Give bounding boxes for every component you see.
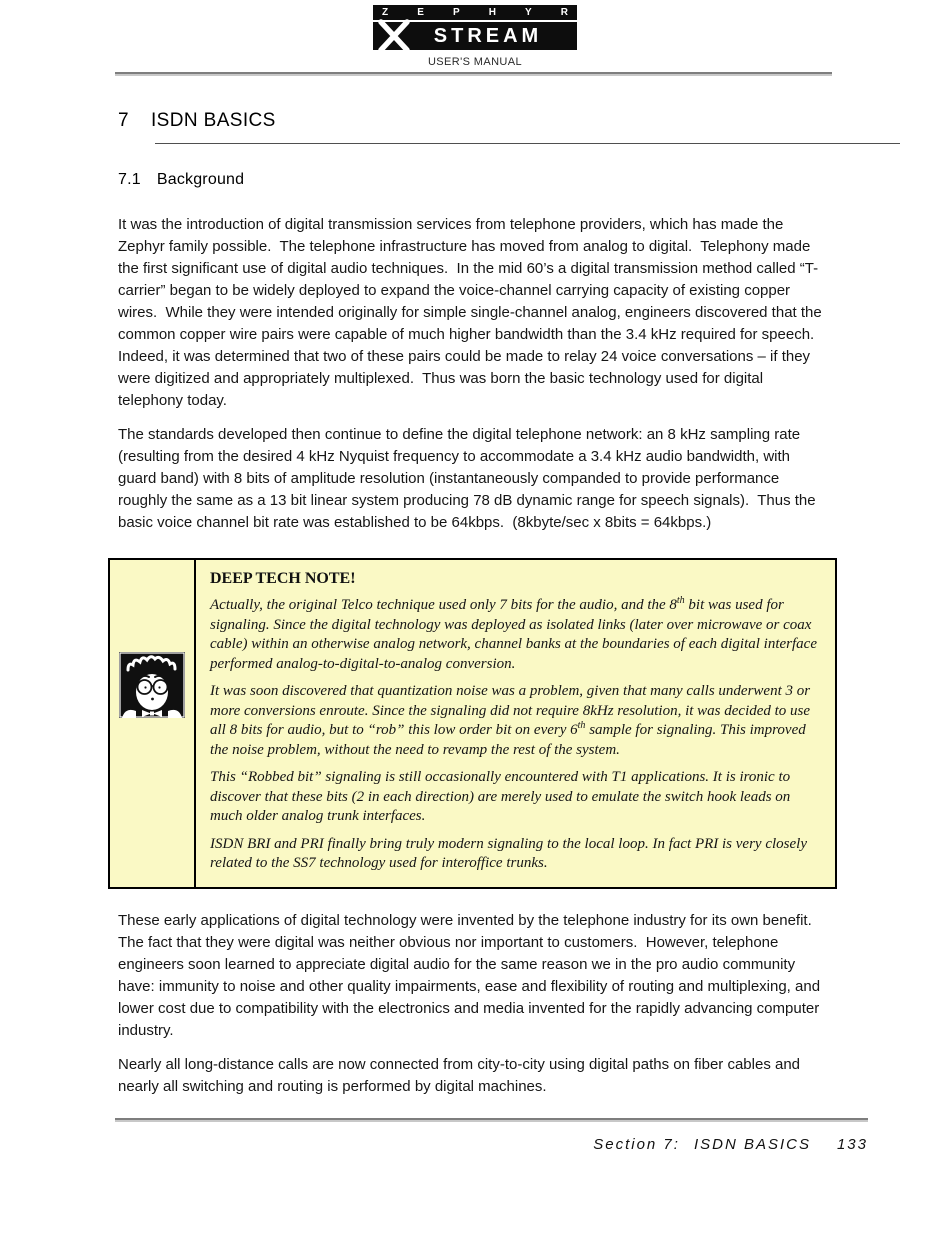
footer-section-title: ISDN BASICS: [693, 1136, 811, 1153]
paragraph: It was the introduction of digital transmission services from telephone providers, which has made the Zephyr family possible. The telephone infrastructure has moved from analog to digital. Telephony made the first significant use of digital audio techniques. In the mid 60’s a digital transmission method called “T-carrier” began to be widely deployed to expand the voice-channel carrying capacity of existing copper wires. While they were intended originally for simple single-channel analog, engineers discovered that the common copper wire pairs were capable of much higher bandwidth than the 3.4 kHz required for speech. Indeed, it was determined that two of these pairs could be made to relay 24 voice conversations – if they were digitized and appropriately multiplexed. Thus was born the basic technology used for digital telephony today.: [118, 216, 826, 409]
logo-letter: H: [488, 6, 496, 18]
subsection-heading: [118, 171, 830, 189]
subsection-title: Background: [156, 171, 245, 188]
note-text-segment: Actually, the original Telco technique used only 7 bits for the audio, and the 8: [210, 597, 677, 613]
deep-tech-note-box: [108, 558, 837, 889]
note-text-column: [196, 560, 835, 887]
section-title: ISDN BASICS: [150, 110, 276, 131]
page-number: 133: [836, 1136, 868, 1153]
users-manual-label: USER'S MANUAL: [427, 56, 523, 68]
logo-letter: Z: [382, 6, 389, 18]
note-paragraph: [210, 596, 819, 674]
note-title: DEEP TECH NOTE!: [210, 570, 356, 587]
nerd-face-icon: [119, 652, 185, 718]
logo-letter: R: [560, 6, 568, 18]
page-footer: [115, 1136, 868, 1153]
note-text-segment: sample for signaling. This improved the noise problem, without the need to revamp the rest of the system.: [210, 722, 810, 758]
paragraph: Nearly all long-distance calls are now connected from city-to-city using digital paths on fiber cables and nearly all switching and routing is performed by digital machines.: [118, 1056, 805, 1095]
footer-section-label: Section 7:: [593, 1136, 680, 1153]
note-paragraph: This “Robbed bit” signaling is still occasionally encountered with T1 applications. It is ironic to discover that these bits (2 in each direction) are merely used to emulate the switch hook leads on much older analog trunk interfaces.: [210, 769, 795, 824]
note-text-segment: bit was used for signaling. Since the digital technology was deployed as isolated links (later over microwave or coax cable) within an otherwise analog network, channel banks at the boundaries of each digital interface performed analog-to-digital-to-analog conversion.: [210, 597, 821, 672]
paragraph: These early applications of digital technology were invented by the telephone industry for its own benefit. The fact that they were digital was neither obvious nor important to customers. However, telephone engineers soon learned to appreciate digital audio for the same reason we in the pro audio community have: immunity to noise and other quality impairments, ease and flexibility of routing and multiplexing, and lower cost due to compatibility with the electronics and media invented for the rapidly advancing computer industry.: [118, 912, 825, 1039]
stream-label: STREAM: [433, 25, 543, 47]
note-icon-column: [110, 560, 196, 887]
note-paragraph: [210, 682, 819, 760]
note-paragraph: ISDN BRI and PRI finally bring truly modern signaling to the local loop. In fact PRI is very closely related to the SS7 technology used for interoffice trunks.: [210, 835, 811, 871]
zephyr-xstream-logo: [373, 5, 577, 68]
logo-letter: P: [452, 6, 460, 18]
note-text-segment: It was soon discovered that quantization noise was a problem, given that many calls underwent 3 or more conversions enroute. Since the signaling did not require 8kHz resolution, it was decided to use all 8 bits for audio, but to “rob” this low order bit on every 6: [210, 683, 814, 738]
footer-rule: [115, 1118, 868, 1122]
header-rule: [115, 72, 832, 76]
superscript: th: [577, 720, 586, 731]
superscript: th: [676, 595, 685, 606]
section-number: 7: [118, 110, 129, 131]
logo-letter: Y: [525, 6, 532, 18]
xstream-wordmark: [373, 22, 577, 50]
heading-rule: [155, 143, 900, 144]
paragraph: The standards developed then continue to define the digital telephone network: an 8 kHz sampling rate (resulting from the desired 4 kHz Nyquist frequency to accommodate a 3.4 kHz audio bandwidth, with guard band) with 8 bits of amplitude resolution (instantaneously companded to provide performance roughly the same as a 13 bit linear system producing 78 dB dynamic range for speech signals). Thus the basic voice channel bit rate was established to be 64kbps. (8kbyte/sec x 8bits = 64kbps.): [118, 426, 820, 531]
subsection-number: 7.1: [118, 171, 141, 188]
logo-letter: E: [417, 6, 424, 18]
x-brush-icon: [377, 18, 411, 59]
section-heading: [118, 110, 830, 132]
